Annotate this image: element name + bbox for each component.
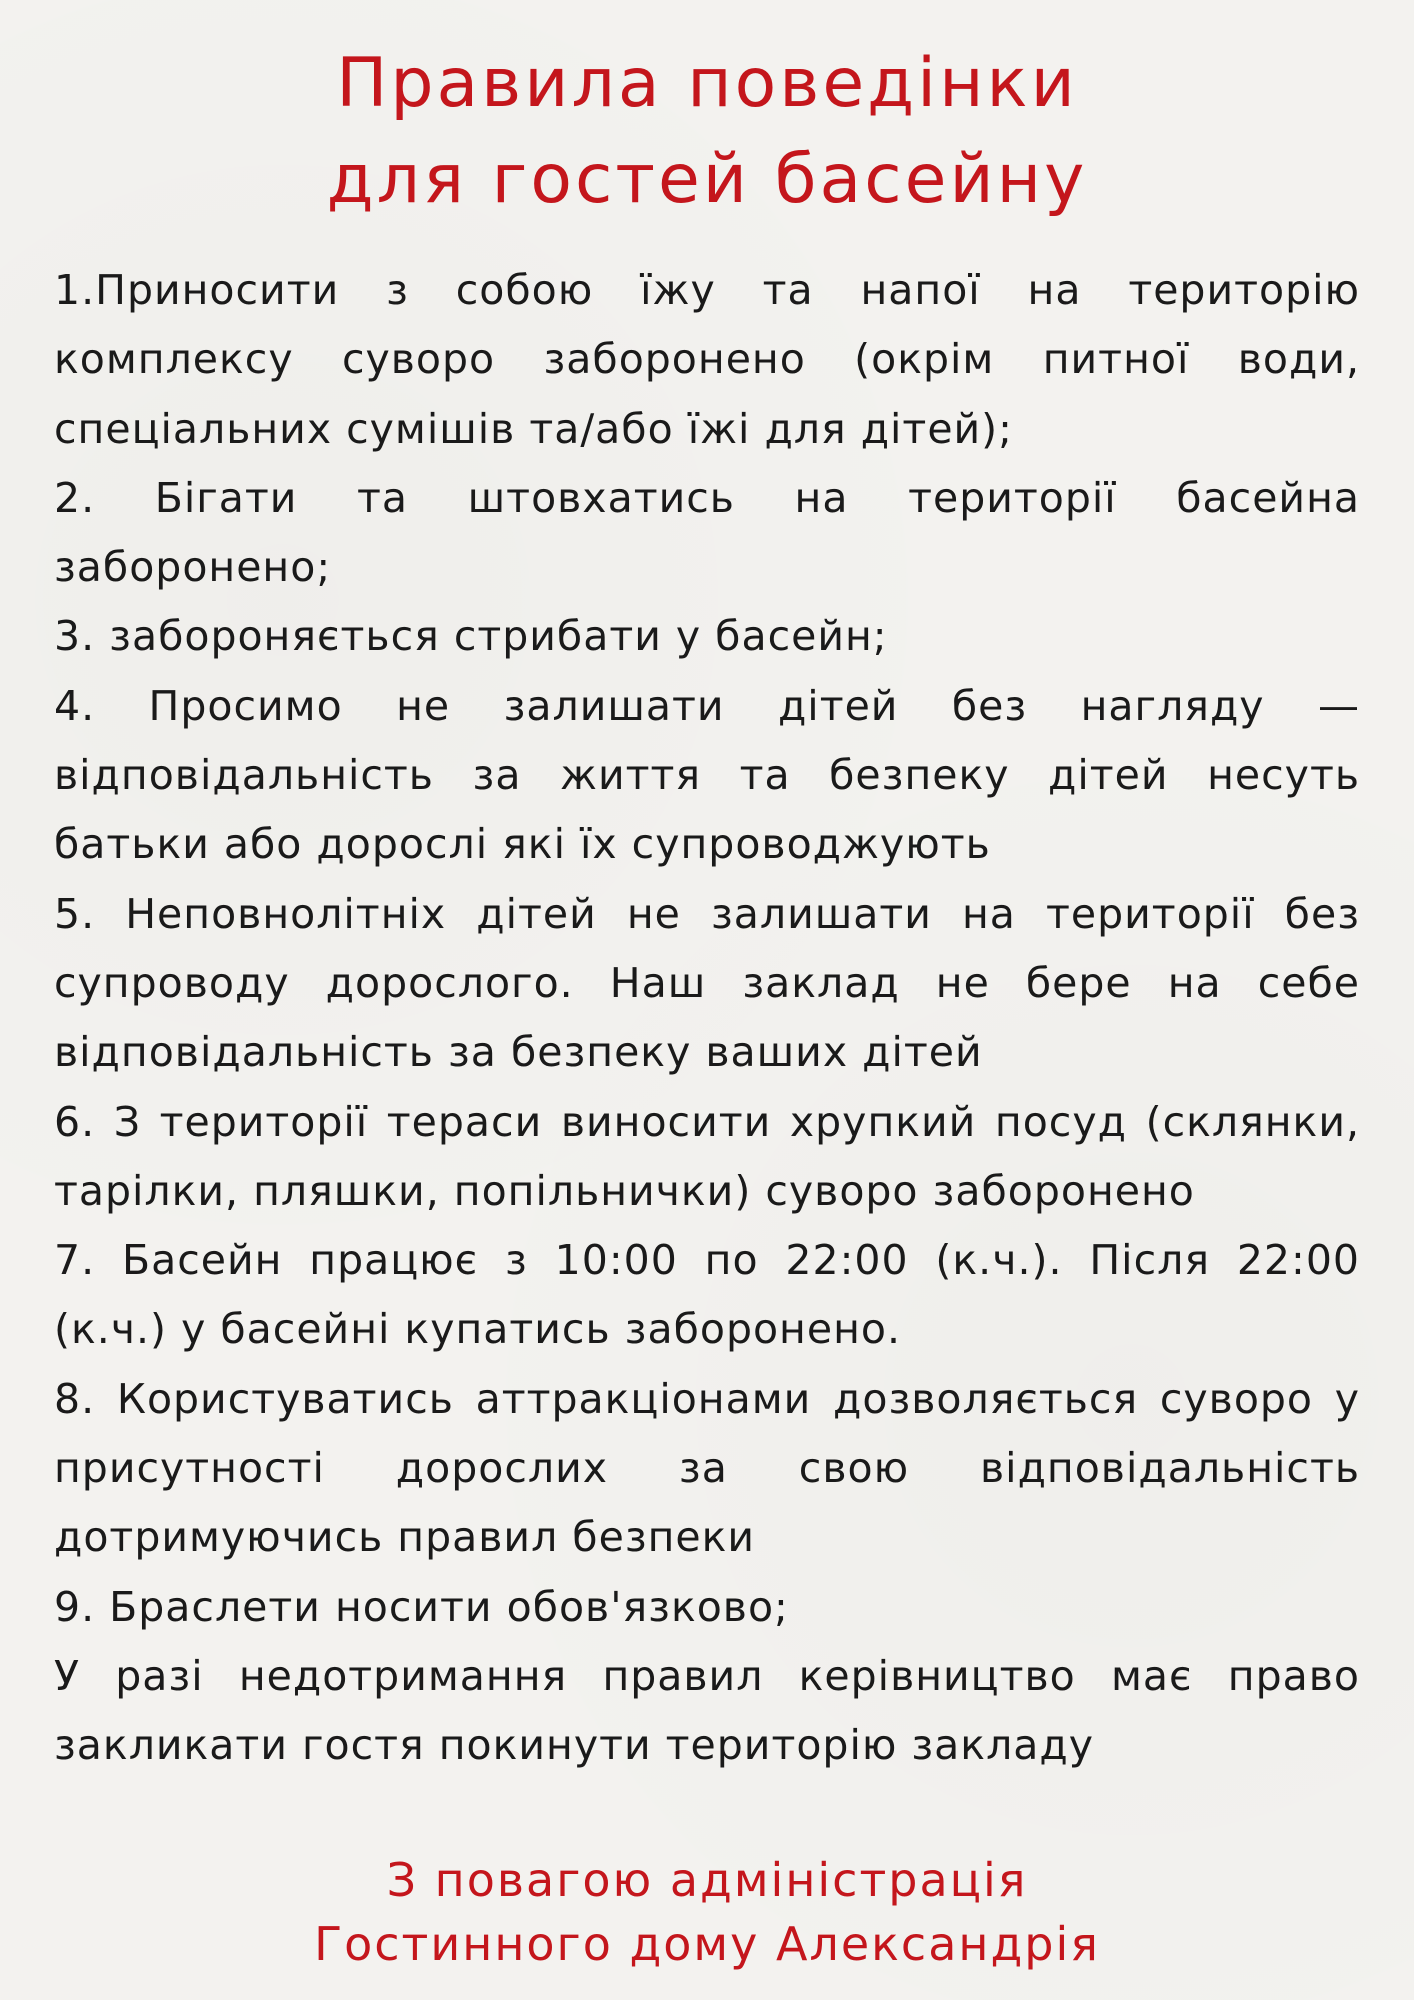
signature xyxy=(0,1848,1414,1976)
signature-line-2: Гостинного дому Александрія xyxy=(314,1917,1100,1971)
rule-item: 2. Бігати та штовхатись на території басейна заборонено; xyxy=(54,473,1360,592)
rules-list xyxy=(54,256,1360,1781)
title-line-2: для гостей басейну xyxy=(326,140,1088,219)
rule-item: 3. забороняється стрибати у басейн; xyxy=(54,612,888,661)
closing-note: У разі недотримання правил керівництво має право закликати гостя покинути територію закладу xyxy=(54,1651,1360,1770)
rule-item: 1.Приносити з собою їжу та напої на територію комплексу суворо заборонено (окрім питної води, спеціальних сумішів та/або їжі для дітей); xyxy=(54,266,1360,453)
rule-item: 7. Басейн працює з 10:00 по 22:00 (к.ч.). Після 22:00 (к.ч.) у басейні купатись заборонено. xyxy=(54,1236,1360,1354)
rule-item: 5. Неповнолітніх дітей не залишати на території без супроводу дорослого. Наш заклад не бере на себе відповідальність за безпеку ваших дітей xyxy=(54,889,1360,1077)
title-line-1: Правила поведінки xyxy=(336,44,1078,123)
signature-line-1: З повагою адміністрація xyxy=(386,1853,1028,1907)
rule-item: 6. З території тераси виносити хрупкий посуд (склянки, тарілки, пляшки, попільнички) суворо заборонено xyxy=(54,1097,1360,1215)
rule-item: 4. Просимо не залишати дітей без нагляду — відповідальність за життя та безпеку дітей несуть батьки або дорослі які їх супроводжують xyxy=(54,681,1360,869)
page-title xyxy=(54,36,1360,228)
rule-item: 8. Користуватись аттракціонами дозволяється суворо у присутності дорослих за свою відповідальність дотримуючись правил безпеки xyxy=(54,1374,1360,1562)
rule-item: 9. Браслети носити обов'язково; xyxy=(54,1582,789,1631)
